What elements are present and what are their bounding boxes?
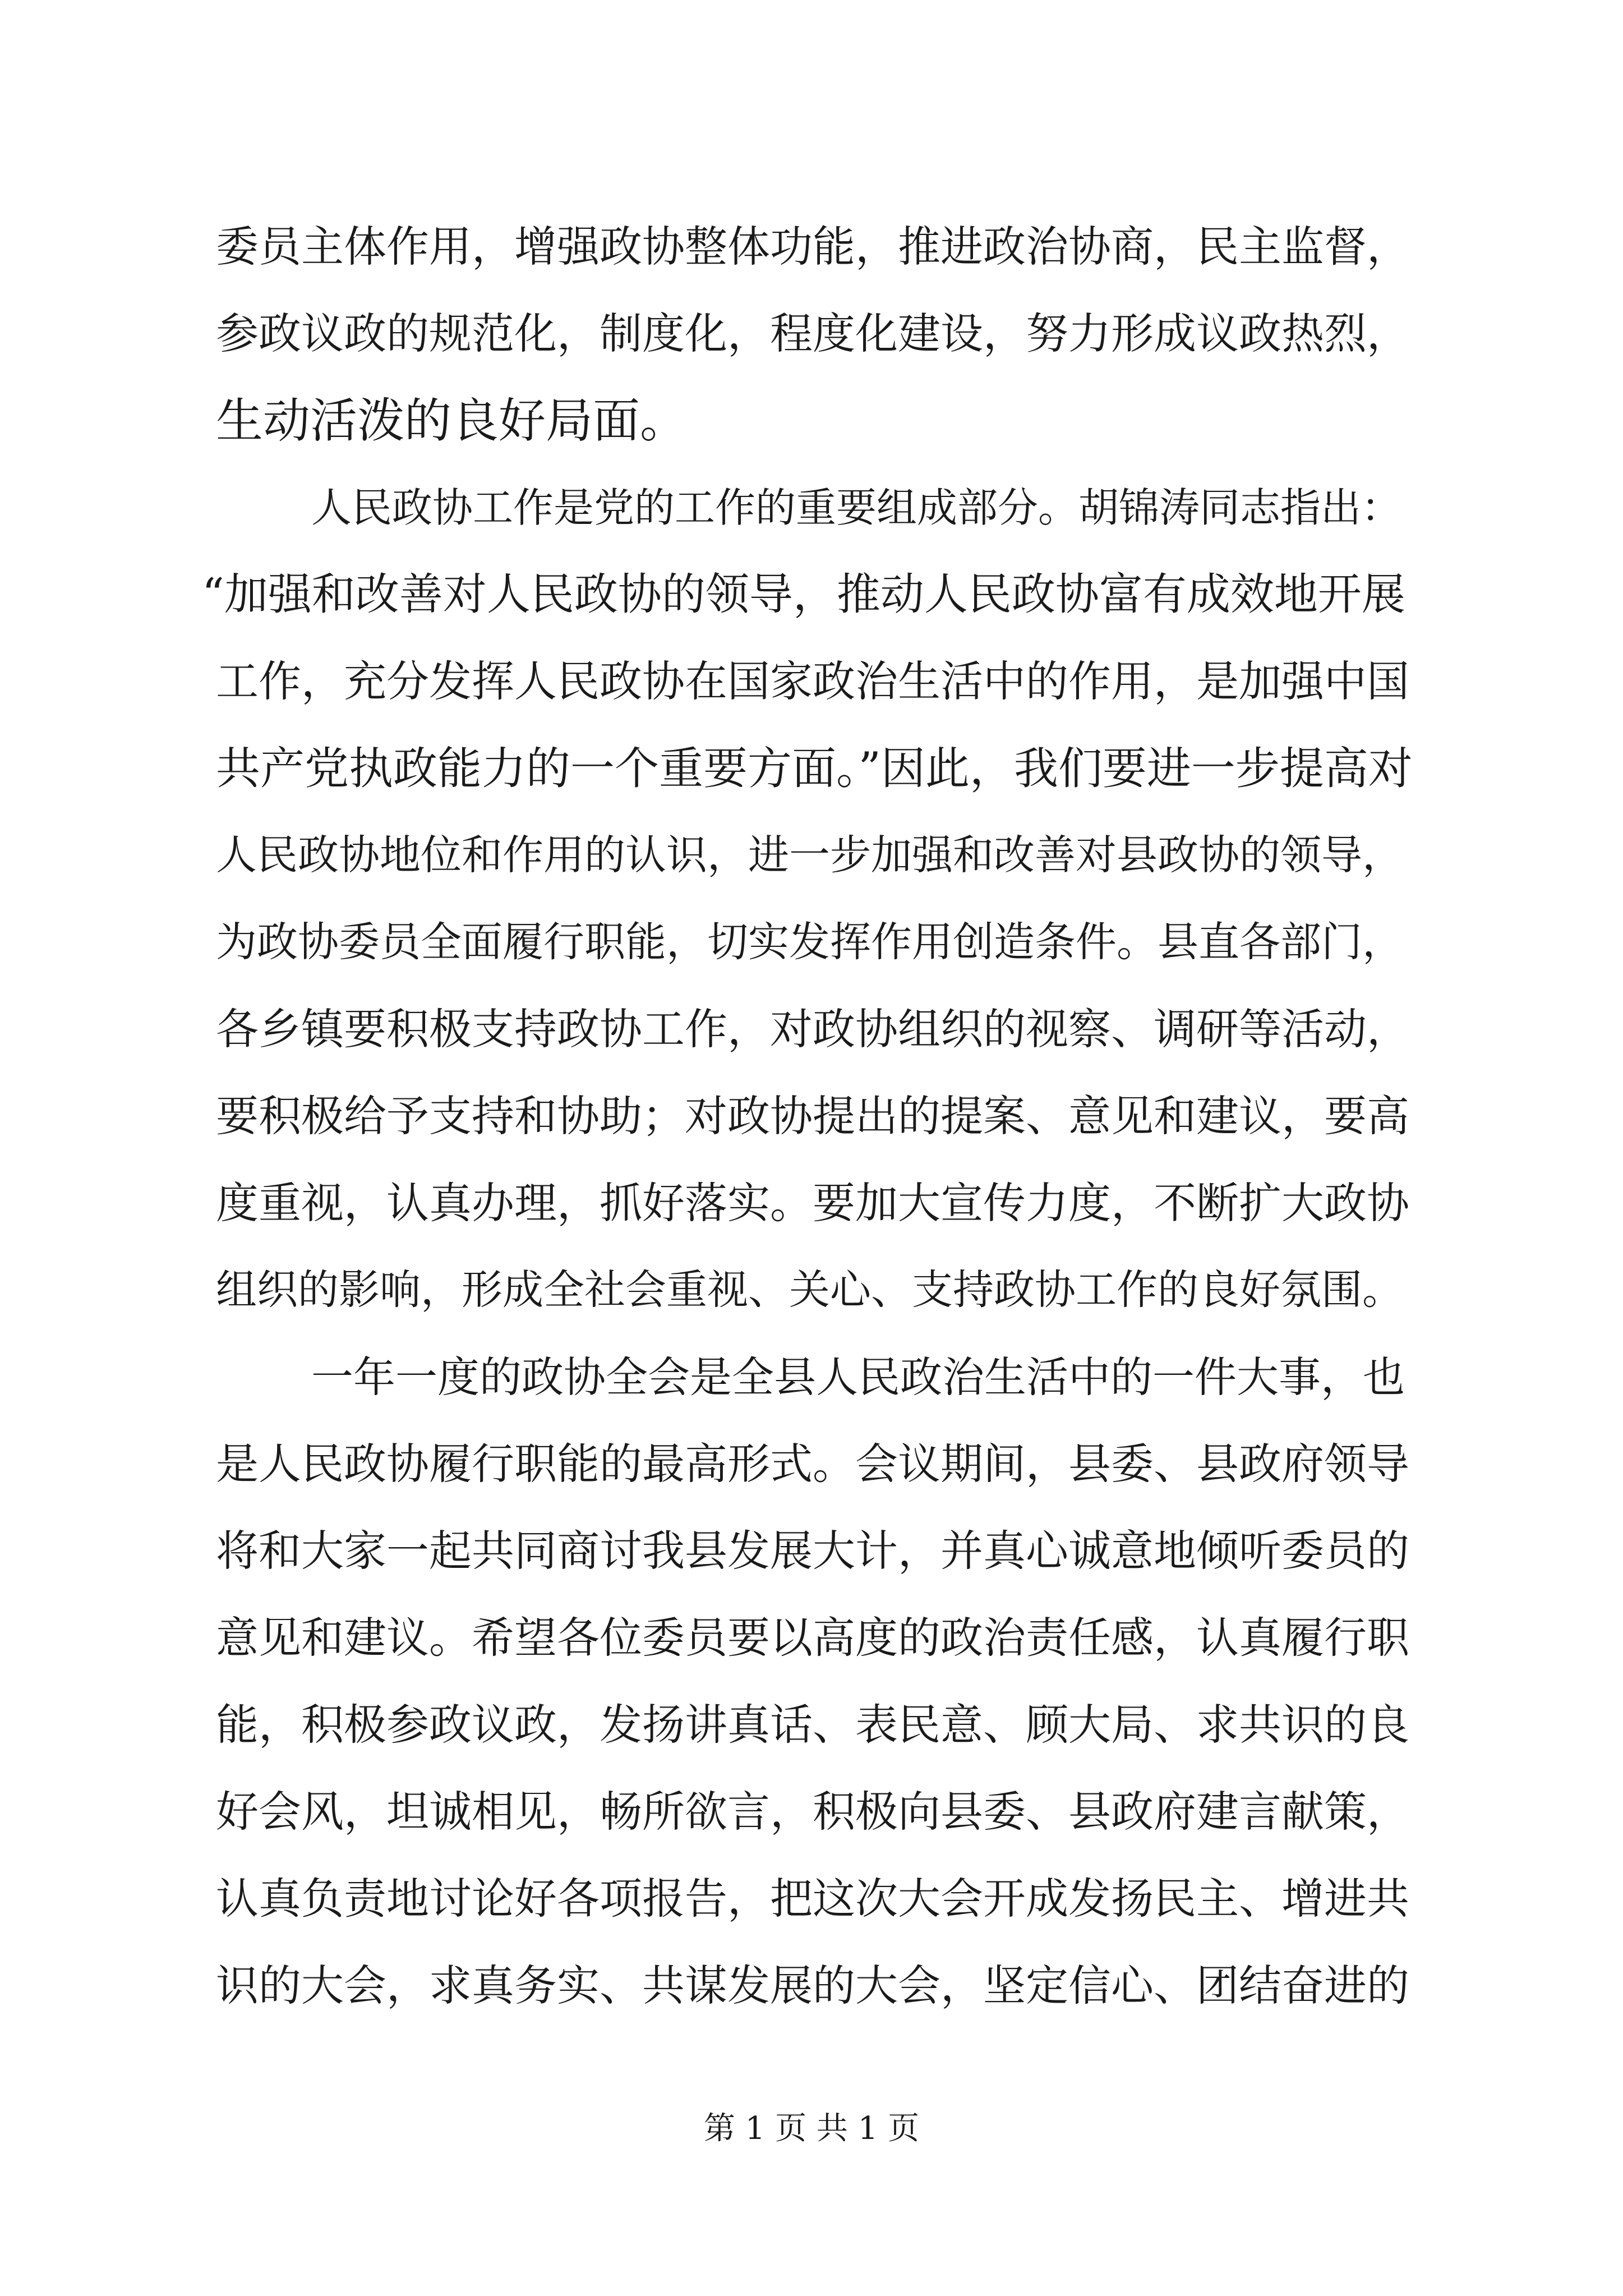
text-line: 识的大会，求真务实、共谋发展的大会，坚定信心、团结奋进的 bbox=[216, 1961, 1409, 2010]
text-line: 委员主体作用，增强政协整体功能，推进政治协商，民主监督， bbox=[216, 222, 1409, 272]
text-line: 共产党执政能力的一个重要方面。”因此，我们要进一步提高对 bbox=[216, 743, 1413, 794]
text-line: 认真负责地讨论好各项报告，把这次大会开成发扬民主、增进共 bbox=[216, 1874, 1409, 1924]
text-line: 度重视，认真办理，抓好落实。要加大宣传力度，不断扩大政协 bbox=[216, 1178, 1409, 1228]
text-line: 是人民政协履行职能的最高形式。会议期间，县委、县政府领导 bbox=[216, 1439, 1409, 1489]
paragraph-first-line: 人民政协工作是党的工作的重要组成部分。胡锦涛同志指出： bbox=[311, 484, 1402, 531]
text-line: 参政议政的规范化，制度化，程度化建设，努力形成议政热烈， bbox=[216, 309, 1409, 358]
text-line: 好会风，坦诚相见，畅所欲言，积极向县委、县政府建言献策， bbox=[216, 1787, 1409, 1837]
text-line: 要积极给予支持和协助；对政协提出的提案、意见和建议，要高 bbox=[216, 1091, 1409, 1141]
text-line: 能，积极参政议政，发扬讲真话、表民意、顾大局、求共识的良 bbox=[216, 1700, 1409, 1750]
paragraph-first-line: 一年一度的政协全会是全县人民政治生活中的一件大事，也 bbox=[311, 1352, 1405, 1402]
text-line: 工作，充分发挥人民政协在国家政治生活中的作用，是加强中国 bbox=[216, 656, 1409, 706]
text-line: 各乡镇要积极支持政协工作，对政协组织的视察、调研等活动， bbox=[216, 1004, 1409, 1054]
page-footer: 第 1 页 共 1 页 bbox=[703, 2110, 920, 2147]
text-line: 人民政协地位和作用的认识，进一步加强和改善对县政协的领导， bbox=[216, 831, 1403, 879]
text-line: 为政协委员全面履行职能，切实发挥作用创造条件。县直各部门， bbox=[216, 918, 1403, 966]
text-line: 组织的影响，形成全社会重视、关心、支持政协工作的良好氛围。 bbox=[216, 1266, 1403, 1314]
text-line: “加强和改善对人民政协的领导，推动人民政协富有成效地开展 bbox=[202, 569, 1405, 620]
text-line: 意见和建议。希望各位委员要以高度的政治责任感，认真履行职 bbox=[216, 1613, 1409, 1663]
text-line: 将和大家一起共同商讨我县发展大计，并真心诚意地倾听委员的 bbox=[216, 1526, 1409, 1576]
text-line: 生动活泼的良好局面。 bbox=[216, 393, 688, 448]
